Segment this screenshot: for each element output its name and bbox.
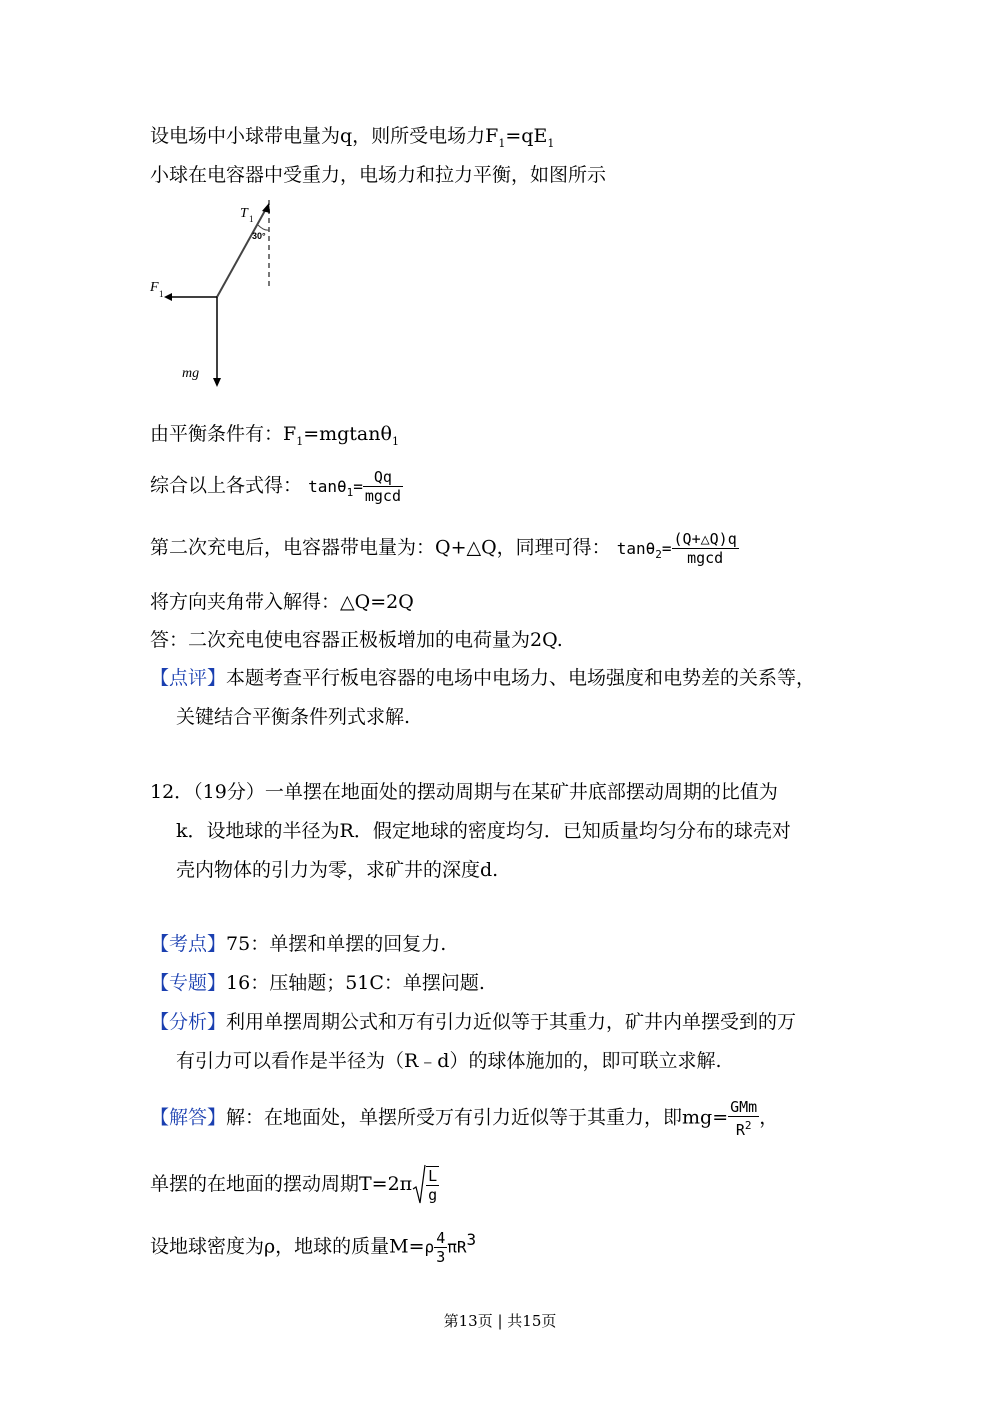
- text-line: 设电场中小球带电量为q，则所受电场力$F_1=qE_1$: [150, 125, 555, 150]
- answer-tag: 【解答】: [150, 1106, 227, 1129]
- text-line: 有引力可以看作是半径为（R﹣d）的球体施加的，即可联立求解.: [176, 1050, 722, 1072]
- text-line: 将方向夹角带入解得：△Q=2Q: [150, 591, 414, 613]
- tension-label: T: [240, 206, 248, 221]
- text-line: 第二次充电后，电容器带电量为：Q+△Q，同理可得： tanθ$_2$= $\frac{(Q+\triangle Q)q}{mgcd}$: [150, 530, 737, 567]
- text-line: 【专题】16：压轴题；51C：单摆问题.: [150, 972, 485, 994]
- sqrt-sign: [412, 1163, 426, 1207]
- text-line: 设地球密度为ρ，地球的质量M=ρ $\frac{4}{3}$ $\pi R^3$: [150, 1228, 477, 1266]
- angle-label: 30°: [252, 231, 266, 241]
- fraction: $\frac{\text{GMm}}{R^2}$: [730, 1098, 758, 1139]
- text-line: 【考点】75：单摆和单摆的回复力.: [150, 933, 447, 955]
- tan-formula-2: tanθ$_2$=: [616, 538, 672, 561]
- question-line: 12．（19分）一单摆在地面处的摆动周期与在某矿井底部摆动周期的比值为: [150, 781, 778, 803]
- fraction: $\frac{Qq}{mgcd}$: [364, 468, 401, 505]
- fraction: $\frac{(Q+\triangle Q)q}{mgcd}$: [673, 530, 737, 567]
- text-line: 由平衡条件有：$F_1=mgtan\theta_1$: [150, 423, 399, 448]
- question-line: 壳内物体的引力为零，求矿井的深度d.: [176, 859, 499, 881]
- fraction: $\frac{L}{g}$: [428, 1167, 438, 1204]
- tan-formula-1: tanθ$_1$=: [308, 476, 363, 499]
- text-line: 【点评】本题考查平行板电容器的电场中电场力、电场强度和电势差的关系等，: [150, 667, 816, 689]
- text-line: 【分析】利用单摆周期公式和万有引力近似等于其重力，矿井内单摆受到的万: [150, 1011, 797, 1033]
- page-footer: 第13页 | 共15页: [443, 1312, 557, 1330]
- review-tag: 【点评】: [150, 667, 227, 689]
- text-line: 【解答】解：在地面处，单摆所受万有引力近似等于其重力，即mg= $\frac{\text{GMm}}{R^2}$ ，: [150, 1098, 779, 1139]
- point-tag: 【考点】: [150, 933, 227, 955]
- text-line: 综合以上各式得： tanθ$_1$= $\frac{Qq}{mgcd}$: [150, 468, 401, 505]
- analysis-tag: 【分析】: [150, 1011, 227, 1033]
- force-diagram: [140, 195, 300, 395]
- text-line: 小球在电容器中受重力，电场力和拉力平衡，如图所示: [150, 164, 607, 186]
- text-line: 单摆的在地面的摆动周期T=2π $\frac{L}{g}$: [150, 1163, 439, 1207]
- text-line: 关键结合平衡条件列式求解.: [176, 706, 411, 728]
- force-sub: 1: [159, 289, 164, 299]
- fraction: $\frac{4}{3}$: [436, 1228, 446, 1266]
- gravity-label: mg: [182, 366, 200, 381]
- topic-tag: 【专题】: [150, 972, 227, 994]
- text-line: 答：二次充电使电容器正极板增加的电荷量为2Q.: [150, 629, 563, 651]
- force-label: F: [150, 280, 159, 295]
- question-line: k．设地球的半径为R．假定地球的密度均匀．已知质量均匀分布的球壳对: [176, 820, 791, 842]
- tension-sub: 1: [249, 214, 254, 224]
